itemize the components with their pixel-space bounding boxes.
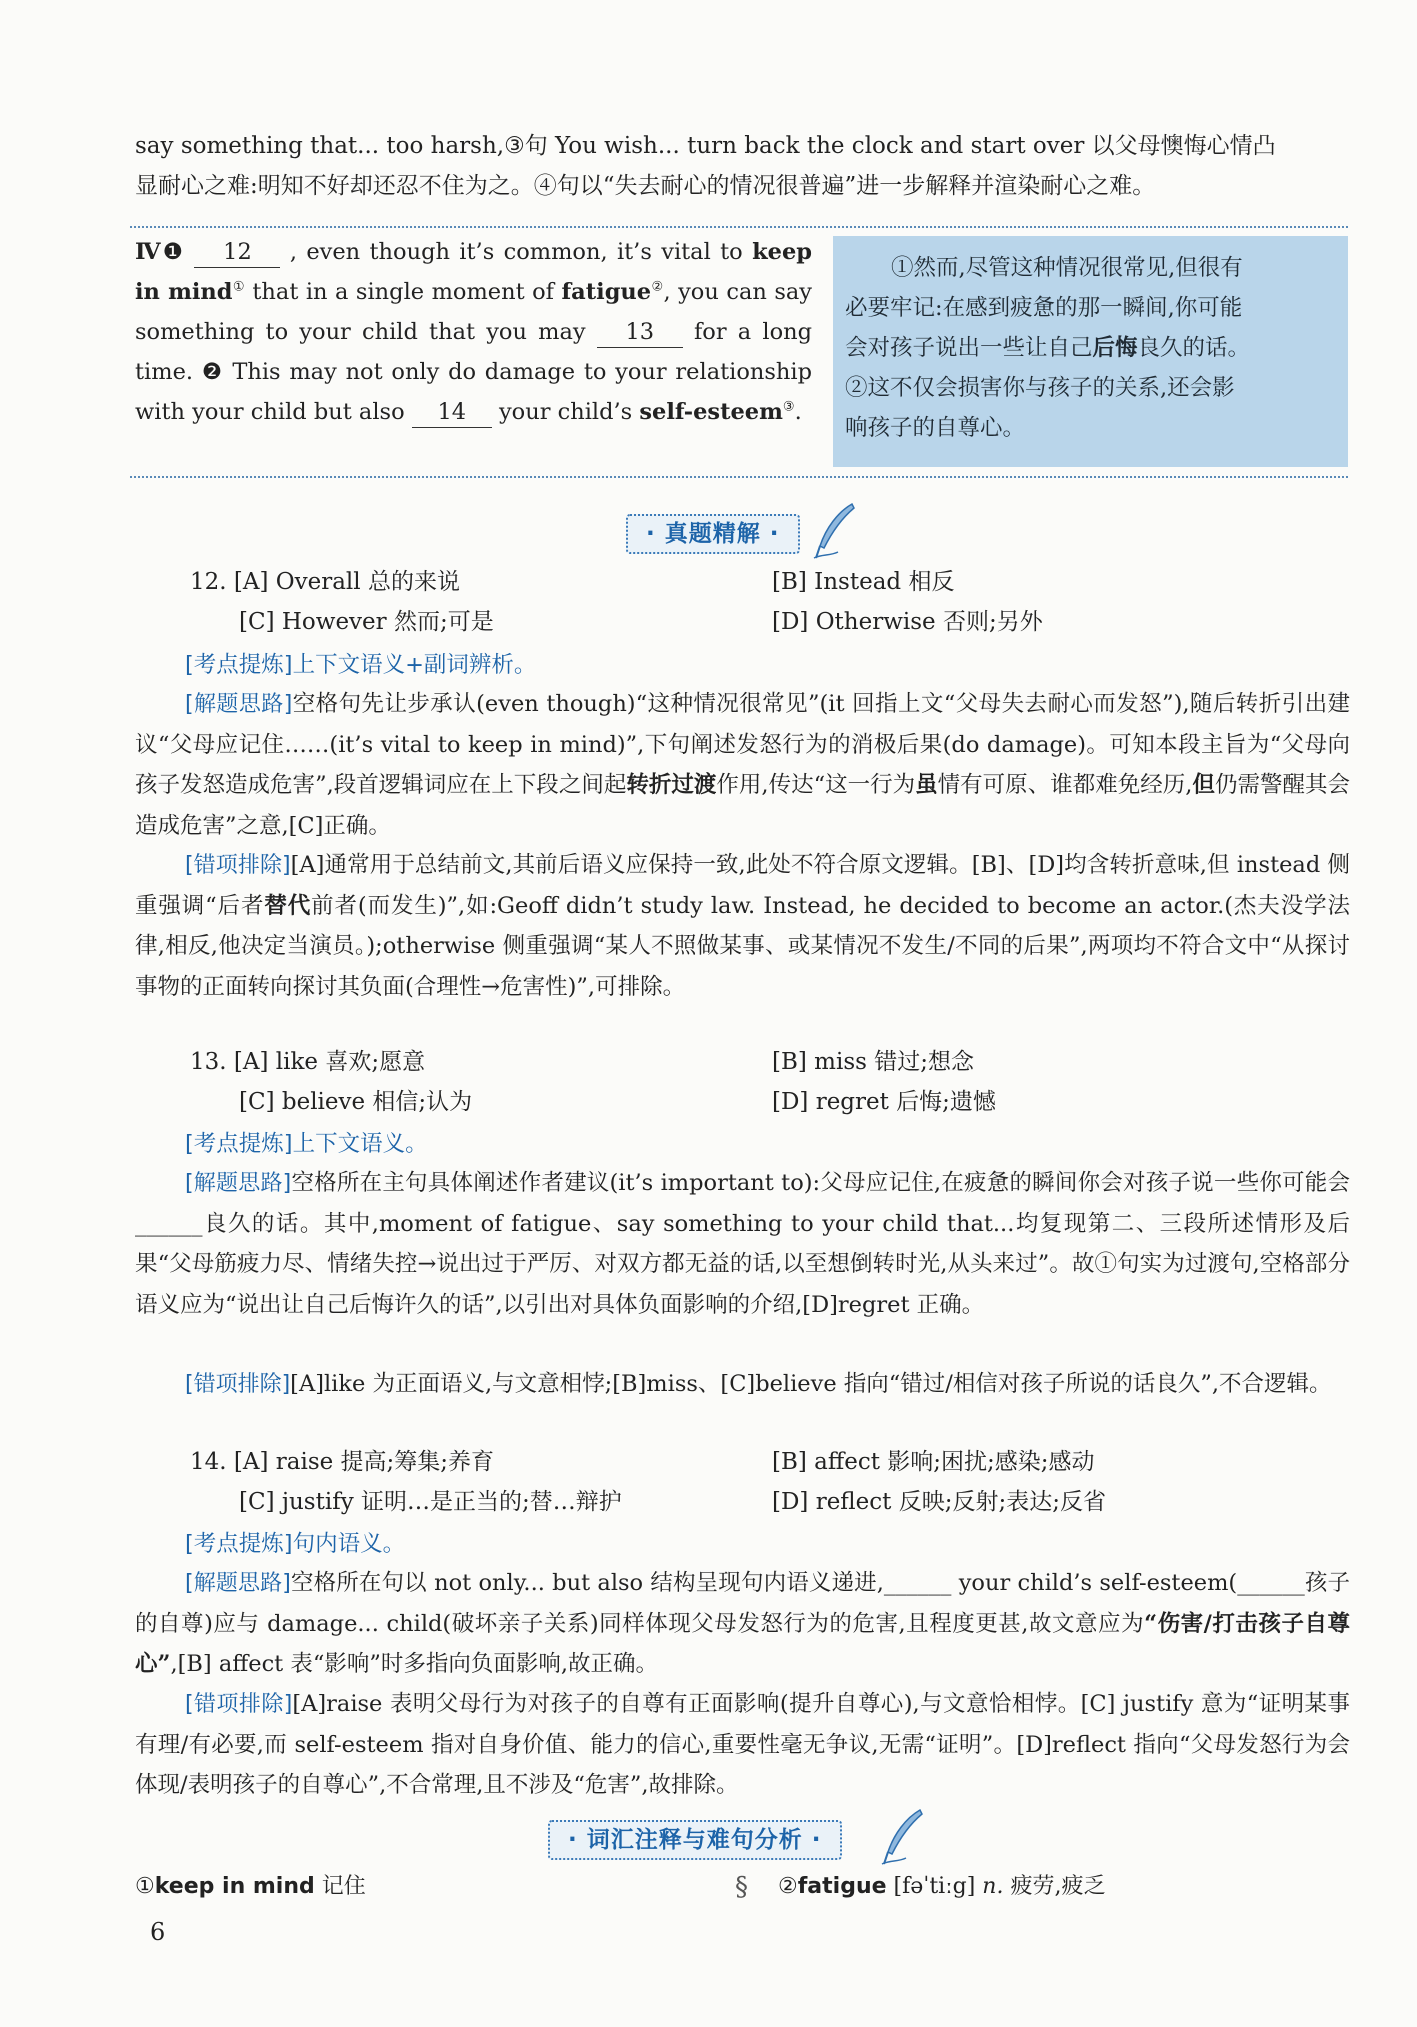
kaodian-tag: [考点提炼] [185,1131,293,1157]
sentence-1-marker: ❶ [162,239,186,265]
cuoxiang-tag: [错项排除] [185,1692,293,1717]
passage-text: , you can say something to your child that you may [135,279,813,345]
q13-option-d: [D] regret 后悔;遗憾 [772,1089,996,1115]
translation-line: ②这不仅会损害你与孩子的关系,还会影 [845,375,1235,401]
term-keep-in-mind: keep in mind [135,239,813,305]
note-marker: ② [651,279,664,295]
jieti-text: 情有可原、谁都难免经历, [937,772,1193,799]
translation-line: 必要牢记:在感到疲惫的那一瞬间,你可能 [845,295,1243,321]
jieti-tag: [解题思路] [185,1171,292,1196]
term-fatigue: fatigue [561,279,652,305]
cuoxiang-tag: [错项排除] [185,1372,291,1397]
gloss-pron: [fəˈtiːg] [893,1874,976,1899]
q12-kaodian [185,648,536,682]
divider-top [130,226,1348,228]
jieti-text: 作用,传达“这一行为 [716,772,916,799]
jieti-text: 空格所在句以 not only... but also 结构呈现句内语义递进,______ your child’s self-esteem(______孩子的自尊)应与 damage... child(破坏亲子关系)同样体现父母发怒行为的危害,且程度更甚,故文意应为 [135,1570,1350,1638]
passage-text: for a long time. [135,319,813,385]
q13-option-c: [C] believe 相信;认为 [239,1089,473,1115]
cuoxiang-tag: [错项排除] [185,853,291,878]
gloss-word: fatigue [797,1874,887,1899]
intro-line-2: 显耐心之难:明知不好却还忍不住为之。④句以“失去耐心的情况很普遍”进一步解释并渲染耐心之难。 [135,173,1156,199]
translation-line [845,328,1338,368]
gloss-def: 疲劳,疲乏 [1010,1874,1106,1899]
page-number: 6 [150,1918,166,1946]
gloss-item-1 [135,1870,366,1904]
q13-jieti [135,1163,1350,1325]
q12-jieti [135,684,1350,846]
jieti-text: 空格所在主句具体阐述作者建议(it’s important to):父母应记住,在疲惫的瞬间你会对孩子说一些你可能会______良久的话。其中,moment of fatigue、say something to your child that...均复现第二、三段所述情形及后果“父母筋疲力尽、情绪失控→说出过于严厉、对双方都无益的话,以至想倒转时光,从头来过”。故①句实为过渡句,空格部分语义应为“说出让自己后悔许久的话”,以引出对具体负面影响的介绍,[D]regret 正确。 [135,1170,1350,1318]
q13-option-b: [B] miss 错过;想念 [772,1049,974,1075]
passage-text: . [794,399,802,425]
jieti-text: ,[B] affect 表“影响”时多指向负面影响,故正确。 [170,1651,659,1678]
jieti-bold: “伤害/打击孩子自尊心” [135,1611,1350,1678]
kaodian-text: 句内语义。 [292,1531,406,1557]
passage-text: This may not only do damage to your relationship with your child but also [135,359,813,425]
gloss-word: keep in mind [154,1874,315,1899]
jieti-tag: [解题思路] [185,692,293,717]
feather-pen-icon [812,502,858,560]
q12-cuoxiang [135,845,1350,1007]
cuoxiang-bold: 替代 [264,893,312,920]
term-self-esteem: self-esteem [639,399,783,425]
q12-option-d: [D] Otherwise 否则;另外 [772,609,1043,635]
q14-option-a: 14. [A] raise 提高;筹集;养育 [190,1449,495,1475]
q13-kaodian [185,1127,428,1161]
roman-numeral: Ⅳ [135,239,163,265]
section-divider-mark: § [735,1872,748,1902]
divider-bottom [130,476,1348,478]
kaodian-tag: [考点提炼] [185,652,293,678]
kaodian-text: 上下文语义+副词辨析。 [292,652,537,678]
jieti-bold: 虽 [915,772,938,799]
section-banner-zhenti: · 真题精解 · [626,514,800,554]
jieti-text: 空格句先让步承认(even though)“这种情况很常见”(it 回指上文“父母失去耐心而发怒”),随后转折引出建议“父母应记住……(it’s vital to keep in mind)”,下句阐述发怒行为的消极后果(do damage)。可知本段主旨为“父母向孩子发怒造成危害”,段首逻辑词应在上下段之间起 [135,691,1350,799]
kaodian-text: 上下文语义。 [292,1131,428,1157]
blank-12: 12 [194,237,280,268]
translation-text: 良久的话。 [1137,335,1251,361]
cuoxiang-text: [A]通常用于总结前文,其前后语义应保持一致,此处不符合原文逻辑。[B]、[D]均含转折意味,但 instead 侧重强调“后者 [135,852,1350,920]
q14-option-b: [B] affect 影响;困扰;感染;感动 [772,1449,1095,1475]
translation-box [833,236,1348,467]
feather-pen-icon [880,1808,926,1866]
gloss-def: 记住 [321,1874,366,1899]
blank-13: 13 [597,317,683,348]
q14-cuoxiang [135,1684,1350,1806]
blank-14: 14 [412,397,492,428]
q12-option-b: [B] Instead 相反 [772,569,955,595]
translation-line: 响孩子的自尊心。 [845,415,1026,441]
passage-text: , even though it’s common, it’s vital to [289,239,743,265]
q14-kaodian [185,1527,405,1561]
sentence-2-marker: ❷ [201,359,224,385]
gloss-item-2 [778,1870,1105,1904]
cuoxiang-text: 前者(而发生)”,如:Geoff didn’t study law. Instead, he decided to become an actor.(杰夫没学法律,相反,他决定当演员。);otherwise 侧重强调“某人不照做某事、或某情况不发生/不同的后果”,两项均不符合文中“从探讨事物的正面转向探讨其负面(合理性→危害性)”,可排除。 [135,893,1350,1000]
note-marker: ① [232,279,245,295]
q14-jieti [135,1563,1350,1685]
q13-option-a: 13. [A] like 喜欢;愿意 [190,1049,426,1075]
jieti-text: 仍需警醒其会造成危害”之意,[C]正确。 [135,772,1350,839]
section-banner-cihui: · 词汇注释与难句分析 · [548,1820,842,1860]
translation-bold: 后悔 [1092,335,1138,361]
intro-line-1: say something that... too harsh,③句 You wish... turn back the clock and start over 以父母懊悔心情凸 [135,133,1276,159]
gloss-num: ② [778,1874,798,1899]
passage-text: that in a single moment of [244,279,562,305]
cuoxiang-text: [A]raise 表明父母行为对孩子的自尊有正面影响(提升自尊心),与文意恰相悖。[C] justify 意为“证明某事有理/有必要,而 self-esteem 指对自身价值、能力的信心,重要性毫无争议,无需“证明”。[D]reflect 指向“父母发怒行为会体现/表明孩子的自尊心”,不合常理,且不涉及“危害”,故排除。 [135,1691,1350,1799]
note-marker: ③ [782,399,795,415]
passage-text: your child’s [498,399,633,425]
q14-option-d: [D] reflect 反映;反射;表达;反省 [772,1489,1106,1515]
jieti-bold: 但 [1192,772,1215,799]
kaodian-tag: [考点提炼] [185,1531,293,1557]
q13-cuoxiang [135,1364,1350,1405]
q12-option-c: [C] However 然而;可是 [239,609,494,635]
q12-option-a: 12. [A] Overall 总的来说 [190,569,460,595]
jieti-bold: 转折过渡 [626,772,717,799]
gloss-pos: n. [982,1874,1004,1899]
cuoxiang-text: [A]like 为正面语义,与文意相悖;[B]miss、[C]believe 指向“错过/相信对孩子所说的话良久”,不合逻辑。 [290,1371,1332,1397]
gloss-num: ① [135,1874,155,1899]
translation-line: ①然而,尽管这种情况很常见,但很有 [891,255,1243,281]
q14-option-c: [C] justify 证明…是正当的;替…辩护 [239,1489,622,1515]
passage-paragraph [135,232,812,432]
translation-text: 会对孩子说出一些让自己 [845,335,1093,361]
jieti-tag: [解题思路] [185,1571,291,1596]
